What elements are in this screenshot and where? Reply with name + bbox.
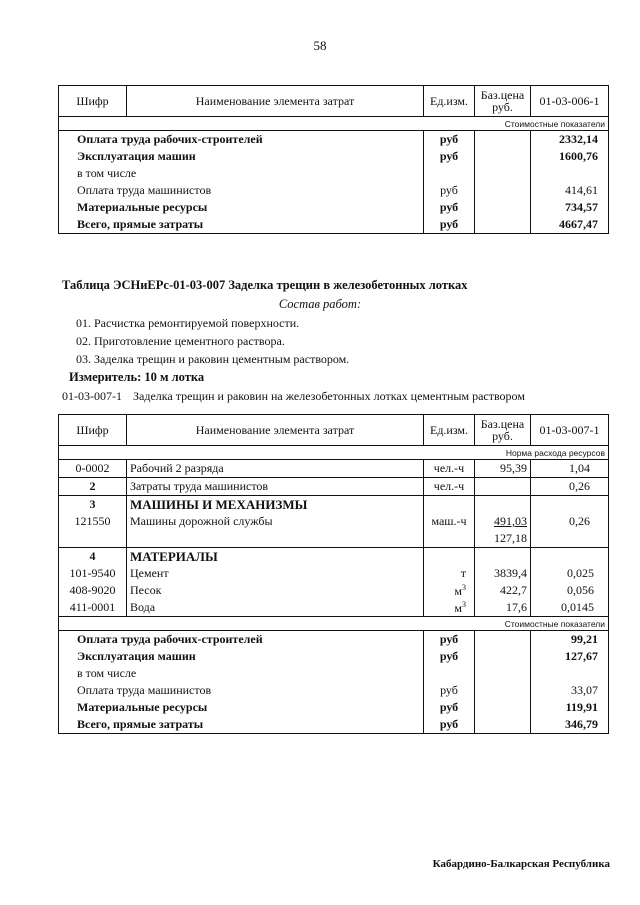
header-code: Шифр (59, 86, 127, 117)
table-row (59, 565, 609, 582)
header-unit: Ед.изм. (424, 415, 475, 446)
row-unit: руб (424, 148, 475, 165)
row-price: 95,39 (475, 460, 531, 478)
row-code: 411-0001 (59, 599, 127, 617)
group-code: 4 (59, 548, 127, 566)
table-row (59, 182, 609, 199)
row-price-secondary: 127,18 (475, 530, 531, 548)
row-value: 0,025 (531, 565, 609, 582)
row-value: 1,04 (531, 460, 609, 478)
table-row (59, 496, 609, 514)
table-row (59, 131, 609, 149)
row-value: 0,0145 (531, 599, 609, 617)
row-name: в том числе (59, 165, 424, 182)
row-unit: руб (424, 199, 475, 216)
row-value: 119,91 (531, 699, 609, 716)
group-title-materials: МАТЕРИАЛЫ (127, 548, 424, 566)
row-code: 2 (59, 478, 127, 496)
row-price: 422,7 (475, 582, 531, 599)
row-value: 33,07 (531, 682, 609, 699)
row-value: 0,26 (531, 478, 609, 496)
row-price: 3839,4 (475, 565, 531, 582)
row-unit: руб (424, 131, 475, 149)
row-name: Всего, прямые затраты (59, 216, 424, 234)
subheader-cost-indicators: Стоимостные показатели (59, 117, 609, 131)
row-code: 0-0002 (59, 460, 127, 478)
row-name: Цемент (127, 565, 424, 582)
row-unit (424, 665, 475, 682)
row-name: Эксплуатация машин (59, 648, 424, 665)
row-code: 101-9540 (59, 565, 127, 582)
subheader-cost-indicators: Стоимостные показатели (59, 617, 609, 631)
header-price: Баз.цена руб. (475, 415, 531, 446)
table-title: Таблица ЭСНиЕРс-01-03-007 Заделка трещин в железобетонных лотках (62, 278, 468, 292)
item-code: 01-03-007-1 (62, 389, 122, 403)
row-unit: маш.-ч (424, 513, 475, 530)
row-value: 2332,14 (531, 131, 609, 149)
row-value: 346,79 (531, 716, 609, 734)
table-row (59, 682, 609, 699)
table-row (59, 216, 609, 234)
row-unit: руб (424, 648, 475, 665)
footer-region: Кабардино-Балкарская Республика (432, 858, 610, 870)
step-1: 01. Расчистка ремонтируемой поверхности. (76, 316, 300, 330)
meter: Измеритель: 10 м лотка (69, 370, 205, 384)
table-row (59, 148, 609, 165)
row-value: 1600,76 (531, 148, 609, 165)
header-name: Наименование элемента затрат (127, 86, 424, 117)
row-unit: руб (424, 682, 475, 699)
row-name: Затраты труда машинистов (127, 478, 424, 496)
page-number: 58 (313, 38, 327, 53)
table-row (59, 513, 609, 530)
row-unit: $м^3$ (424, 599, 475, 617)
row-name: Машины дорожной службы (127, 513, 424, 530)
group-title-machines: МАШИНЫ И МЕХАНИЗМЫ (127, 496, 424, 514)
row-price: 491,03 (475, 513, 531, 530)
table-row (59, 460, 609, 478)
subheader-resource-norm: Норма расхода ресурсов (59, 446, 609, 460)
row-unit: руб (424, 182, 475, 199)
row-name: Оплата труда машинистов (59, 682, 424, 699)
table-row (59, 699, 609, 716)
row-unit (424, 165, 475, 182)
row-value (531, 165, 609, 182)
cost-table-01-03-006-1 (58, 85, 609, 234)
item-description: Заделка трещин и раковин на железобетонных лотках цементным раствором (133, 389, 525, 403)
row-value: 0,056 (531, 582, 609, 599)
table-row (59, 716, 609, 734)
table-row (59, 165, 609, 182)
row-name: Материальные ресурсы (59, 699, 424, 716)
header-code-col: 01-03-007-1 (531, 415, 609, 446)
composition-title: Состав работ: (278, 297, 362, 311)
row-value: 414,61 (531, 182, 609, 199)
row-unit: руб (424, 716, 475, 734)
table-row (59, 199, 609, 216)
table-row (59, 582, 609, 599)
row-code: 121550 (59, 513, 127, 530)
row-value: 0,26 (531, 513, 609, 530)
row-unit: руб (424, 631, 475, 649)
table-row (59, 530, 609, 548)
row-name: Рабочий 2 разряда (127, 460, 424, 478)
table-row (59, 548, 609, 566)
row-price: 17,6 (475, 599, 531, 617)
group-code: 3 (59, 496, 127, 514)
header-code-col: 01-03-006-1 (531, 86, 609, 117)
row-name: Материальные ресурсы (59, 199, 424, 216)
row-unit: руб (424, 699, 475, 716)
row-name: Эксплуатация машин (59, 148, 424, 165)
row-name: в том числе (59, 665, 424, 682)
header-price: Баз.цена руб. (475, 86, 531, 117)
resource-table-01-03-007-1 (58, 414, 609, 734)
row-name: Всего, прямые затраты (59, 716, 424, 734)
row-name: Оплата труда рабочих-строителей (59, 631, 424, 649)
row-value (531, 665, 609, 682)
row-unit: т (424, 565, 475, 582)
row-value: 99,21 (531, 631, 609, 649)
step-2: 02. Приготовление цементного раствора. (76, 334, 285, 348)
header-code: Шифр (59, 415, 127, 446)
header-name: Наименование элемента затрат (127, 415, 424, 446)
table-row (59, 478, 609, 496)
row-name: Песок (127, 582, 424, 599)
table-row (59, 665, 609, 682)
table-row (59, 599, 609, 617)
table-row (59, 631, 609, 649)
row-value: 127,67 (531, 648, 609, 665)
row-value: 4667,47 (531, 216, 609, 234)
row-unit: чел.-ч (424, 478, 475, 496)
row-value: 734,57 (531, 199, 609, 216)
row-price (475, 478, 531, 496)
row-unit: $м^3$ (424, 582, 475, 599)
row-name: Вода (127, 599, 424, 617)
row-name: Оплата труда машинистов (59, 182, 424, 199)
row-unit: руб (424, 216, 475, 234)
step-3: 03. Заделка трещин и раковин цементным раствором. (76, 352, 350, 366)
row-unit: чел.-ч (424, 460, 475, 478)
header-unit: Ед.изм. (424, 86, 475, 117)
row-code: 408-9020 (59, 582, 127, 599)
table-row (59, 648, 609, 665)
row-name: Оплата труда рабочих-строителей (59, 131, 424, 149)
